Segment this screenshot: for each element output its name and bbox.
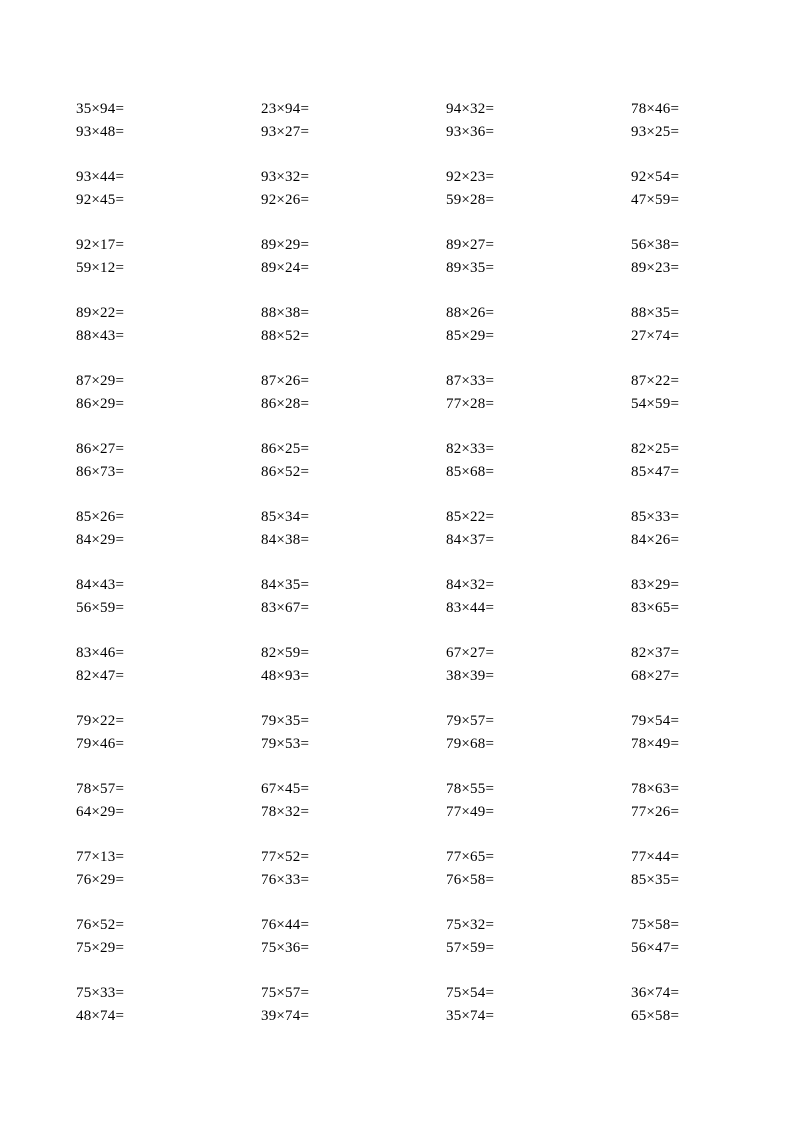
multiplication-problem: 78×46= (631, 101, 680, 117)
multiplication-problem: 84×38= (261, 532, 310, 548)
multiplication-problem: 93×27= (261, 124, 310, 140)
multiplication-problem: 89×27= (446, 237, 495, 253)
multiplication-problem: 78×57= (76, 781, 125, 797)
multiplication-problem: 78×49= (631, 736, 680, 752)
multiplication-problem: 85×33= (631, 509, 680, 525)
multiplication-problem: 89×23= (631, 260, 680, 276)
problem-group (76, 710, 736, 756)
problem-group (76, 846, 736, 892)
multiplication-problem: 84×35= (261, 577, 310, 593)
multiplication-problem: 27×74= (631, 328, 680, 344)
multiplication-problem: 75×54= (446, 985, 495, 1001)
multiplication-problem: 88×35= (631, 305, 680, 321)
multiplication-problem: 36×74= (631, 985, 680, 1001)
multiplication-problem: 89×35= (446, 260, 495, 276)
multiplication-problem: 94×32= (446, 101, 495, 117)
multiplication-problem: 75×36= (261, 940, 310, 956)
problem-group (76, 778, 736, 824)
multiplication-problem: 82×47= (76, 668, 125, 684)
multiplication-problem: 87×29= (76, 373, 125, 389)
multiplication-problem: 67×45= (261, 781, 310, 797)
multiplication-problem: 92×54= (631, 169, 680, 185)
multiplication-problem: 68×27= (631, 668, 680, 684)
multiplication-problem: 84×29= (76, 532, 125, 548)
multiplication-problem: 79×22= (76, 713, 125, 729)
problem-group (76, 98, 736, 144)
multiplication-problem: 85×47= (631, 464, 680, 480)
multiplication-problem: 78×55= (446, 781, 495, 797)
multiplication-problem: 88×26= (446, 305, 495, 321)
multiplication-problem: 88×52= (261, 328, 310, 344)
multiplication-problem: 84×37= (446, 532, 495, 548)
multiplication-problem: 92×23= (446, 169, 495, 185)
problem-group (76, 642, 736, 688)
multiplication-problem: 64×29= (76, 804, 125, 820)
multiplication-problem: 67×27= (446, 645, 495, 661)
multiplication-problem: 87×33= (446, 373, 495, 389)
multiplication-problem: 92×45= (76, 192, 125, 208)
multiplication-problem: 83×46= (76, 645, 125, 661)
multiplication-problem: 39×74= (261, 1008, 310, 1024)
multiplication-problem: 89×24= (261, 260, 310, 276)
multiplication-problem: 77×49= (446, 804, 495, 820)
multiplication-problem: 93×48= (76, 124, 125, 140)
problem-group (76, 506, 736, 552)
multiplication-problem: 76×52= (76, 917, 125, 933)
multiplication-problem: 77×52= (261, 849, 310, 865)
multiplication-problem: 87×26= (261, 373, 310, 389)
multiplication-problem: 85×22= (446, 509, 495, 525)
multiplication-problem: 23×94= (261, 101, 310, 117)
multiplication-problem: 86×29= (76, 396, 125, 412)
problem-group (76, 302, 736, 348)
multiplication-problem: 92×17= (76, 237, 125, 253)
multiplication-problem: 48×93= (261, 668, 310, 684)
multiplication-problem: 93×36= (446, 124, 495, 140)
multiplication-problem: 38×39= (446, 668, 495, 684)
multiplication-problem: 85×34= (261, 509, 310, 525)
multiplication-problem: 47×59= (631, 192, 680, 208)
multiplication-problem: 76×58= (446, 872, 495, 888)
multiplication-problem: 77×44= (631, 849, 680, 865)
multiplication-problem: 87×22= (631, 373, 680, 389)
multiplication-problem: 92×26= (261, 192, 310, 208)
multiplication-problem: 79×68= (446, 736, 495, 752)
multiplication-problem: 83×67= (261, 600, 310, 616)
multiplication-problem: 86×27= (76, 441, 125, 457)
multiplication-problem: 79×53= (261, 736, 310, 752)
multiplication-problem: 35×94= (76, 101, 125, 117)
problem-group (76, 370, 736, 416)
multiplication-problem: 93×25= (631, 124, 680, 140)
multiplication-problem: 76×29= (76, 872, 125, 888)
multiplication-problem: 65×58= (631, 1008, 680, 1024)
multiplication-problem: 93×44= (76, 169, 125, 185)
multiplication-problem: 75×57= (261, 985, 310, 1001)
multiplication-problem: 86×25= (261, 441, 310, 457)
multiplication-problem: 75×29= (76, 940, 125, 956)
multiplication-problem: 59×28= (446, 192, 495, 208)
problem-group (76, 166, 736, 212)
problem-group (76, 982, 736, 1028)
problem-group (76, 438, 736, 484)
multiplication-problem: 56×38= (631, 237, 680, 253)
multiplication-problem: 83×29= (631, 577, 680, 593)
problem-group (76, 234, 736, 280)
multiplication-problem: 85×68= (446, 464, 495, 480)
multiplication-problem: 56×47= (631, 940, 680, 956)
multiplication-problem: 86×52= (261, 464, 310, 480)
multiplication-problem: 35×74= (446, 1008, 495, 1024)
multiplication-problem: 89×29= (261, 237, 310, 253)
multiplication-problem: 86×28= (261, 396, 310, 412)
multiplication-problem: 88×43= (76, 328, 125, 344)
multiplication-problem: 48×74= (76, 1008, 125, 1024)
multiplication-problem: 85×26= (76, 509, 125, 525)
multiplication-problem: 78×32= (261, 804, 310, 820)
multiplication-problem: 76×44= (261, 917, 310, 933)
multiplication-problem: 89×22= (76, 305, 125, 321)
multiplication-problem: 56×59= (76, 600, 125, 616)
multiplication-problem: 93×32= (261, 169, 310, 185)
multiplication-problem: 59×12= (76, 260, 125, 276)
multiplication-problem: 78×63= (631, 781, 680, 797)
problem-group (76, 914, 736, 960)
multiplication-problem: 79×57= (446, 713, 495, 729)
multiplication-problem: 77×13= (76, 849, 125, 865)
multiplication-problem: 84×43= (76, 577, 125, 593)
multiplication-problem: 82×37= (631, 645, 680, 661)
multiplication-problem: 82×59= (261, 645, 310, 661)
multiplication-problem: 77×28= (446, 396, 495, 412)
multiplication-problem: 54×59= (631, 396, 680, 412)
multiplication-problem: 88×38= (261, 305, 310, 321)
multiplication-problem: 57×59= (446, 940, 495, 956)
multiplication-problem: 82×25= (631, 441, 680, 457)
multiplication-problem: 75×58= (631, 917, 680, 933)
multiplication-problem: 79×54= (631, 713, 680, 729)
multiplication-problem: 76×33= (261, 872, 310, 888)
multiplication-problem: 86×73= (76, 464, 125, 480)
multiplication-problem: 84×26= (631, 532, 680, 548)
multiplication-problem: 84×32= (446, 577, 495, 593)
multiplication-problem: 77×65= (446, 849, 495, 865)
multiplication-problem: 85×35= (631, 872, 680, 888)
multiplication-problem: 77×26= (631, 804, 680, 820)
multiplication-problem: 75×32= (446, 917, 495, 933)
multiplication-problem: 79×35= (261, 713, 310, 729)
multiplication-problem: 83×44= (446, 600, 495, 616)
multiplication-worksheet (76, 98, 736, 1050)
multiplication-problem: 83×65= (631, 600, 680, 616)
problem-group (76, 574, 736, 620)
multiplication-problem: 82×33= (446, 441, 495, 457)
multiplication-problem: 79×46= (76, 736, 125, 752)
multiplication-problem: 85×29= (446, 328, 495, 344)
multiplication-problem: 75×33= (76, 985, 125, 1001)
